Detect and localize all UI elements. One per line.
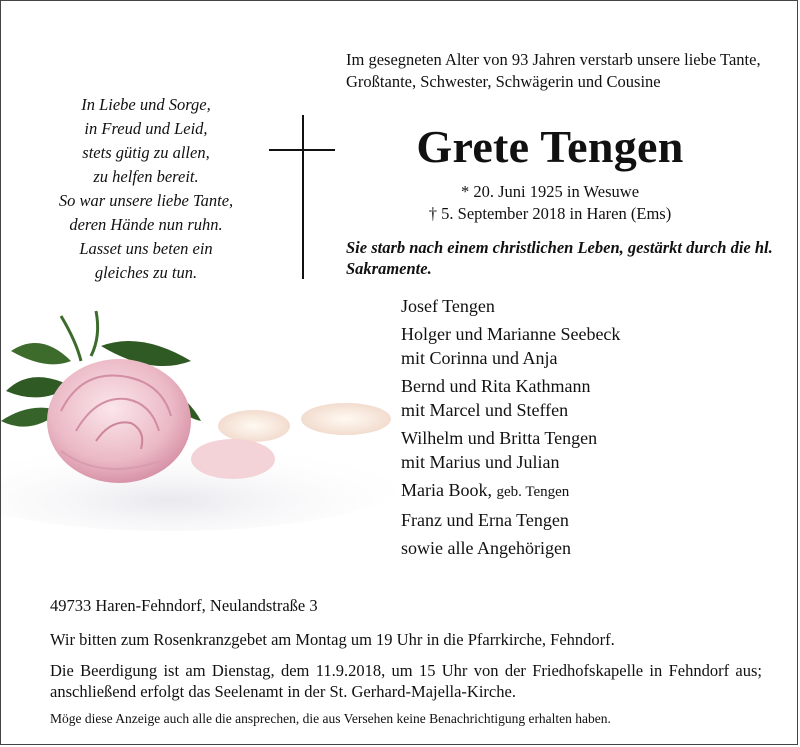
mourner-line xyxy=(401,478,791,504)
mourner-line: mit Corinna und Anja xyxy=(401,348,558,368)
address: 49733 Haren-Fehndorf, Neulandstraße 3 xyxy=(50,596,318,615)
cross-icon xyxy=(269,115,339,279)
deceased-name: Grete Tengen xyxy=(416,121,684,172)
poem-line: gleiches zu tun. xyxy=(94,263,198,282)
mourner-group xyxy=(401,426,791,474)
mourner-name: Maria Book, xyxy=(401,480,492,500)
maiden-name: geb. Tengen xyxy=(496,484,570,500)
mourner-group xyxy=(401,536,791,560)
mourner-line: Franz und Erna Tengen xyxy=(401,510,569,530)
faith-statement: Sie starb nach einem christlichen Leben, gestärkt durch die hl. Sakramente. xyxy=(346,238,773,278)
cross-vertical-bar xyxy=(302,115,304,279)
poem-line: stets gütig zu allen, xyxy=(82,143,210,162)
rosary-info: Wir bitten zum Rosenkranzgebet am Montag um 19 Uhr in die Pfarrkirche, Fehndorf. xyxy=(50,630,615,649)
cross-horizontal-bar xyxy=(269,149,335,151)
poem-line: zu helfen bereit. xyxy=(93,167,199,186)
mourner-line: Bernd und Rita Kathmann xyxy=(401,376,591,396)
closing-note: Möge diese Anzeige auch alle die ansprechen, die aus Versehen keine Benachrichtigung erhalten haben. xyxy=(50,711,611,726)
mourner-line: Wilhelm und Britta Tengen xyxy=(401,428,598,448)
life-dates xyxy=(346,181,754,225)
poem-line: So war unsere liebe Tante, xyxy=(58,191,234,210)
poem-line: In Liebe und Sorge, xyxy=(81,95,211,114)
poem-line: in Freud und Leid, xyxy=(84,119,208,138)
rose-image xyxy=(1,291,401,531)
intro-text: Im gesegneten Alter von 93 Jahren verstarb unsere liebe Tante, Großtante, Schwester, Schwägerin und Cousine xyxy=(346,50,761,91)
mourner-line: mit Marius und Julian xyxy=(401,452,560,472)
mourner-line: mit Marcel und Steffen xyxy=(401,400,569,420)
mourner-group xyxy=(401,478,791,504)
mourner-line: Josef Tengen xyxy=(401,296,495,316)
death-date: † 5. September 2018 in Haren (Ems) xyxy=(428,204,672,223)
birth-date: * 20. Juni 1925 in Wesuwe xyxy=(460,182,640,201)
poem xyxy=(21,93,271,285)
funeral-info: Die Beerdigung ist am Dienstag, dem 11.9.2018, um 15 Uhr von der Friedhofskapelle in Fehndorf aus; anschließend erfolgt das Seelenamt in der St. Gerhard-Majella-Kirche. xyxy=(50,661,762,701)
mourner-group xyxy=(401,294,791,318)
mourners-list xyxy=(401,294,791,564)
mourner-group xyxy=(401,508,791,532)
mourner-line: sowie alle Angehörigen xyxy=(401,538,571,558)
poem-line: deren Hände nun ruhn. xyxy=(69,215,223,234)
mourner-line: Holger und Marianne Seebeck xyxy=(401,324,621,344)
poem-line: Lasset uns beten ein xyxy=(79,239,213,258)
mourner-group xyxy=(401,374,791,422)
mourner-group xyxy=(401,322,791,370)
